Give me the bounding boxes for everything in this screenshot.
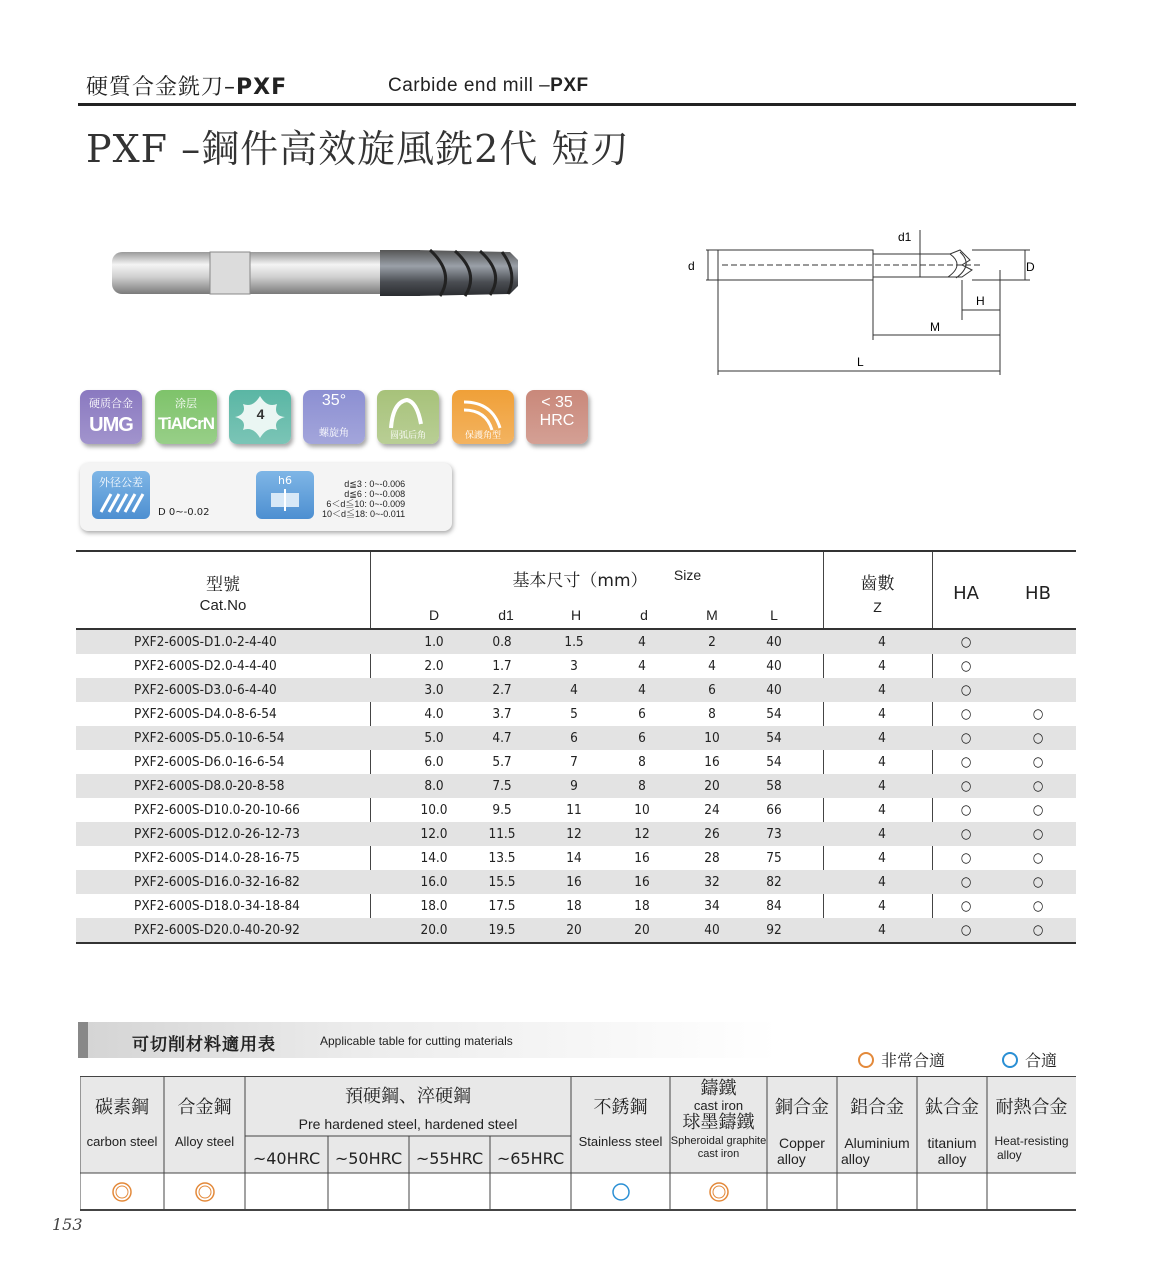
cell-d1: 0.8 xyxy=(492,634,512,650)
cell-d1: 1.7 xyxy=(492,658,512,674)
cell-hb: ○ xyxy=(1032,874,1044,890)
cell-l: 82 xyxy=(766,874,782,890)
badge-hardness: < 35 HRC xyxy=(526,390,588,444)
dim-label-d: d xyxy=(688,259,695,273)
cell-h: 20 xyxy=(566,922,582,938)
table-row xyxy=(76,750,1076,774)
cell-d1: 5.7 xyxy=(492,754,512,770)
end-mill-photo xyxy=(110,240,530,310)
cell-hb: ○ xyxy=(1032,826,1044,842)
cell-m: 40 xyxy=(704,922,720,938)
very-suitable-icon xyxy=(858,1052,874,1068)
col-header-HB: HB xyxy=(1025,583,1051,604)
cell-l: 54 xyxy=(766,730,782,746)
cell-m: 20 xyxy=(704,778,720,794)
cell-d: 4 xyxy=(638,634,646,650)
header-category-en: Carbide end mill –PXF xyxy=(388,75,589,96)
col-header-H: H xyxy=(570,607,582,623)
diameter-hatch-icon xyxy=(97,490,145,516)
col-header-model-en: Cat.No xyxy=(199,597,247,614)
mat-sg-iron-cn: 球墨鑄鐵 xyxy=(682,1112,755,1133)
table-row xyxy=(76,894,1076,918)
suitable-icon xyxy=(1002,1052,1018,1068)
cell-ha: ○ xyxy=(960,802,972,818)
cell-ha: ○ xyxy=(960,874,972,890)
cell-d1: 15.5 xyxy=(488,874,516,890)
cell-m: 24 xyxy=(704,802,720,818)
cell-m: 16 xyxy=(704,754,720,770)
cell-cat: PXF2-600S-D12.0-26-12-73 xyxy=(134,826,300,842)
outer-diameter-tolerance-value: D 0~-0.02 xyxy=(158,507,210,518)
cell-m: 6 xyxy=(708,682,716,698)
cell-d: 1.0 xyxy=(424,634,444,650)
tolerance-panel xyxy=(80,463,452,531)
cell-cat: PXF2-600S-D18.0-34-18-84 xyxy=(134,898,300,914)
cell-z: 4 xyxy=(878,754,886,770)
cell-h: 6 xyxy=(570,730,578,746)
table-row xyxy=(76,870,1076,894)
cell-hb: ○ xyxy=(1032,850,1044,866)
col-header-M: M xyxy=(706,607,718,623)
shank-icon xyxy=(261,487,309,513)
cell-d: 5.0 xyxy=(424,730,444,746)
cell-d: 6.0 xyxy=(424,754,444,770)
cell-z: 4 xyxy=(878,850,886,866)
cell-l: 92 xyxy=(766,922,782,938)
dim-label-d1: d1 xyxy=(898,230,912,244)
col-header-D: D xyxy=(428,607,440,623)
mat-aluminium-cn: 鋁合金 xyxy=(850,1097,904,1118)
badge-relief: 圆弧后角 xyxy=(377,390,439,444)
cell-hb: ○ xyxy=(1032,778,1044,794)
cell-m: 32 xyxy=(704,874,720,890)
cell-d1: 2.7 xyxy=(492,682,512,698)
col-header-teeth-cn: 齒數 xyxy=(860,574,895,594)
cell-ha: ○ xyxy=(960,850,972,866)
mat-carbon-en: carbon steel xyxy=(86,1134,158,1149)
cell-hb: ○ xyxy=(1032,898,1044,914)
cell-d1: 7.5 xyxy=(492,778,512,794)
cell-d: 8 xyxy=(638,778,646,794)
mat-aluminium-en: Aluminium alloy xyxy=(841,1135,910,1168)
cell-l: 40 xyxy=(766,634,782,650)
cell-cat: PXF2-600S-D6.0-16-6-54 xyxy=(134,754,285,770)
cell-d: 8 xyxy=(638,754,646,770)
cell-hb: ○ xyxy=(1032,922,1044,938)
cell-h: 18 xyxy=(566,898,582,914)
table-row xyxy=(76,846,1076,870)
cell-hb: ○ xyxy=(1032,706,1044,722)
mark-alloy-very-suitable xyxy=(196,1183,214,1201)
mat-titanium-cn: 鈦合金 xyxy=(925,1097,979,1118)
cell-d: 4 xyxy=(638,682,646,698)
shank-tolerance-tag: h6 xyxy=(256,471,314,519)
outer-diameter-tolerance-tag: 外径公差 xyxy=(92,471,150,519)
spec-table-bottom-rule xyxy=(76,942,1076,944)
cell-ha: ○ xyxy=(960,706,972,722)
mat-hrc-65: ~65HRC xyxy=(496,1149,565,1168)
cell-m: 2 xyxy=(708,634,716,650)
materials-banner-title-cn: 可切削材料適用表 xyxy=(132,1035,276,1055)
cell-d: 10.0 xyxy=(420,802,448,818)
cell-ha: ○ xyxy=(960,658,972,674)
cell-z: 4 xyxy=(878,898,886,914)
cell-cat: PXF2-600S-D16.0-32-16-82 xyxy=(134,874,300,890)
mat-heat-en: Heat-resisting alloy xyxy=(994,1134,1069,1162)
legend-very-suitable: 非常合適 xyxy=(858,1048,945,1071)
dim-label-D: D xyxy=(1026,260,1035,274)
cell-m: 10 xyxy=(704,730,720,746)
cell-ha: ○ xyxy=(960,778,972,794)
mat-hardened-en: Pre hardened steel, hardened steel xyxy=(298,1116,518,1132)
legend-suitable: 合適 xyxy=(1002,1048,1057,1071)
cell-hb: ○ xyxy=(1032,754,1044,770)
cell-d: 6 xyxy=(638,730,646,746)
col-header-d: d xyxy=(640,607,648,623)
cell-d: 3.0 xyxy=(424,682,444,698)
cell-z: 4 xyxy=(878,778,886,794)
cell-l: 66 xyxy=(766,802,782,818)
table-row xyxy=(76,798,1076,822)
cell-cat: PXF2-600S-D4.0-8-6-54 xyxy=(134,706,277,722)
cell-d: 16 xyxy=(634,850,650,866)
materials-suitability-row xyxy=(80,1173,1076,1210)
mat-alloy-en: Alloy steel xyxy=(174,1134,235,1149)
cell-ha: ○ xyxy=(960,634,972,650)
col-header-HA: HA xyxy=(953,583,979,604)
mark-stainless-suitable xyxy=(613,1184,629,1200)
cell-d1: 3.7 xyxy=(492,706,512,722)
cell-h: 9 xyxy=(570,778,578,794)
cell-d: 20 xyxy=(634,922,650,938)
mat-hrc-55: ~55HRC xyxy=(415,1149,484,1168)
cell-m: 28 xyxy=(704,850,720,866)
materials-banner xyxy=(78,1022,778,1058)
cell-d: 8.0 xyxy=(424,778,444,794)
mat-stainless-en: Stainless steel xyxy=(578,1134,663,1149)
cell-l: 54 xyxy=(766,754,782,770)
col-header-model-cn: 型號 xyxy=(206,575,240,595)
mark-castiron-very-suitable xyxy=(710,1183,728,1201)
cell-d: 18.0 xyxy=(420,898,448,914)
table-row xyxy=(76,918,1076,942)
cell-l: 75 xyxy=(766,850,782,866)
mat-carbon-cn: 碳素鋼 xyxy=(95,1097,149,1118)
badge-protection: 保護角型 xyxy=(452,390,514,444)
badge-helix: 35° 螺旋角 xyxy=(303,390,365,444)
cell-cat: PXF2-600S-D10.0-20-10-66 xyxy=(134,802,300,818)
cell-h: 11 xyxy=(566,802,582,818)
cell-cat: PXF2-600S-D1.0-2-4-40 xyxy=(134,634,277,650)
cell-h: 14 xyxy=(566,850,582,866)
table-row xyxy=(76,678,1076,702)
cell-d: 16.0 xyxy=(420,874,448,890)
cell-d: 20.0 xyxy=(420,922,448,938)
cell-ha: ○ xyxy=(960,682,972,698)
table-row xyxy=(76,702,1076,726)
cell-d: 4.0 xyxy=(424,706,444,722)
materials-banner-title-en: Applicable table for cutting materials xyxy=(320,1034,513,1048)
page-title: PXF –鋼件高效旋風銑2代 短刃 xyxy=(86,127,630,171)
cell-z: 4 xyxy=(878,802,886,818)
mat-stainless-cn: 不銹鋼 xyxy=(593,1097,648,1118)
cell-z: 4 xyxy=(878,730,886,746)
cell-d1: 17.5 xyxy=(488,898,516,914)
mat-heat-cn: 耐熱合金 xyxy=(995,1097,1068,1118)
mat-titanium-en: titanium alloy xyxy=(927,1135,977,1168)
mat-copper-cn: 銅合金 xyxy=(775,1097,829,1118)
cell-z: 4 xyxy=(878,874,886,890)
cell-d1: 9.5 xyxy=(492,802,512,818)
col-header-d1: d1 xyxy=(498,607,514,623)
cell-cat: PXF2-600S-D14.0-28-16-75 xyxy=(134,850,300,866)
col-header-size-en: Size xyxy=(673,567,702,583)
cell-cat: PXF2-600S-D3.0-6-4-40 xyxy=(134,682,277,698)
cell-z: 4 xyxy=(878,634,886,650)
cell-m: 8 xyxy=(708,706,716,722)
mat-alloy-cn: 合金鋼 xyxy=(177,1097,232,1118)
table-row xyxy=(76,822,1076,846)
cell-d1: 11.5 xyxy=(488,826,516,842)
cell-l: 54 xyxy=(766,706,782,722)
mat-hrc-40: ~40HRC xyxy=(252,1149,321,1168)
spec-table-top-rule xyxy=(76,550,1076,552)
header-category-cn: 硬質合金銑刀–PXF xyxy=(86,75,288,100)
cell-d: 18 xyxy=(634,898,650,914)
col-header-L: L xyxy=(770,607,778,623)
cell-m: 4 xyxy=(708,658,716,674)
dimension-drawing xyxy=(680,225,1050,385)
cell-l: 40 xyxy=(766,658,782,674)
cell-d: 12 xyxy=(634,826,650,842)
cell-h: 5 xyxy=(570,706,578,722)
cell-z: 4 xyxy=(878,706,886,722)
col-header-teeth-en: Z xyxy=(873,599,882,615)
cell-d1: 4.7 xyxy=(492,730,512,746)
cell-z: 4 xyxy=(878,682,886,698)
cell-l: 84 xyxy=(766,898,782,914)
cell-h: 7 xyxy=(570,754,578,770)
cell-cat: PXF2-600S-D2.0-4-4-40 xyxy=(134,658,277,674)
dim-label-M: M xyxy=(930,320,940,334)
cell-d: 14.0 xyxy=(420,850,448,866)
cell-z: 4 xyxy=(878,826,886,842)
cell-l: 73 xyxy=(766,826,782,842)
cell-d1: 19.5 xyxy=(488,922,516,938)
header-rule xyxy=(78,103,1076,106)
cell-m: 26 xyxy=(704,826,720,842)
dim-label-H: H xyxy=(976,294,985,308)
table-row xyxy=(76,774,1076,798)
cell-ha: ○ xyxy=(960,898,972,914)
banner-accent xyxy=(78,1022,88,1058)
shank-tolerance-list: d≦3 : 0~-0.006 d≦6 : 0~-0.008 6＜d≦10: 0~-0.009 10＜d≦18: 0~-0.011 xyxy=(322,479,406,519)
table-row xyxy=(76,654,1076,678)
mat-copper-en: Copper alloy xyxy=(777,1135,825,1168)
table-row xyxy=(76,630,1076,654)
cell-d: 6 xyxy=(638,706,646,722)
mat-castiron-cn: 鑄鐵 xyxy=(700,1078,737,1099)
page-number: 153 xyxy=(52,1215,83,1234)
cell-z: 4 xyxy=(878,658,886,674)
badge-material: 硬质合金 UMG xyxy=(80,390,142,444)
badge-coating: 涂层 TiAlCrN xyxy=(155,390,217,444)
cell-ha: ○ xyxy=(960,730,972,746)
badge-flutes: 4 xyxy=(229,390,291,444)
cell-d: 2.0 xyxy=(424,658,444,674)
mark-carbon-very-suitable xyxy=(113,1183,131,1201)
cell-h: 12 xyxy=(566,826,582,842)
cell-d: 4 xyxy=(638,658,646,674)
cell-h: 1.5 xyxy=(564,634,584,650)
cell-d: 16 xyxy=(634,874,650,890)
cell-hb: ○ xyxy=(1032,802,1044,818)
mat-hardened-cn: 預硬鋼、淬硬鋼 xyxy=(345,1086,471,1107)
cell-hb: ○ xyxy=(1032,730,1044,746)
cell-l: 40 xyxy=(766,682,782,698)
mat-sg-iron-en: Spheroidal graphite cast iron xyxy=(670,1135,767,1160)
col-header-size-cn: 基本尺寸（mm） xyxy=(512,571,648,591)
cell-l: 58 xyxy=(766,778,782,794)
cell-cat: PXF2-600S-D8.0-20-8-58 xyxy=(134,778,285,794)
cell-ha: ○ xyxy=(960,754,972,770)
cell-h: 16 xyxy=(566,874,582,890)
cell-cat: PXF2-600S-D5.0-10-6-54 xyxy=(134,730,285,746)
mat-hrc-50: ~50HRC xyxy=(334,1149,403,1168)
mat-castiron-en: cast iron xyxy=(693,1098,744,1113)
cell-m: 34 xyxy=(704,898,720,914)
cell-h: 3 xyxy=(570,658,578,674)
cell-d1: 13.5 xyxy=(488,850,516,866)
dim-label-L: L xyxy=(857,355,864,369)
cell-cat: PXF2-600S-D20.0-40-20-92 xyxy=(134,922,300,938)
cell-d: 12.0 xyxy=(420,826,448,842)
cell-h: 4 xyxy=(570,682,578,698)
cell-z: 4 xyxy=(878,922,886,938)
cell-d: 10 xyxy=(634,802,650,818)
cell-ha: ○ xyxy=(960,826,972,842)
cell-ha: ○ xyxy=(960,922,972,938)
table-row xyxy=(76,726,1076,750)
